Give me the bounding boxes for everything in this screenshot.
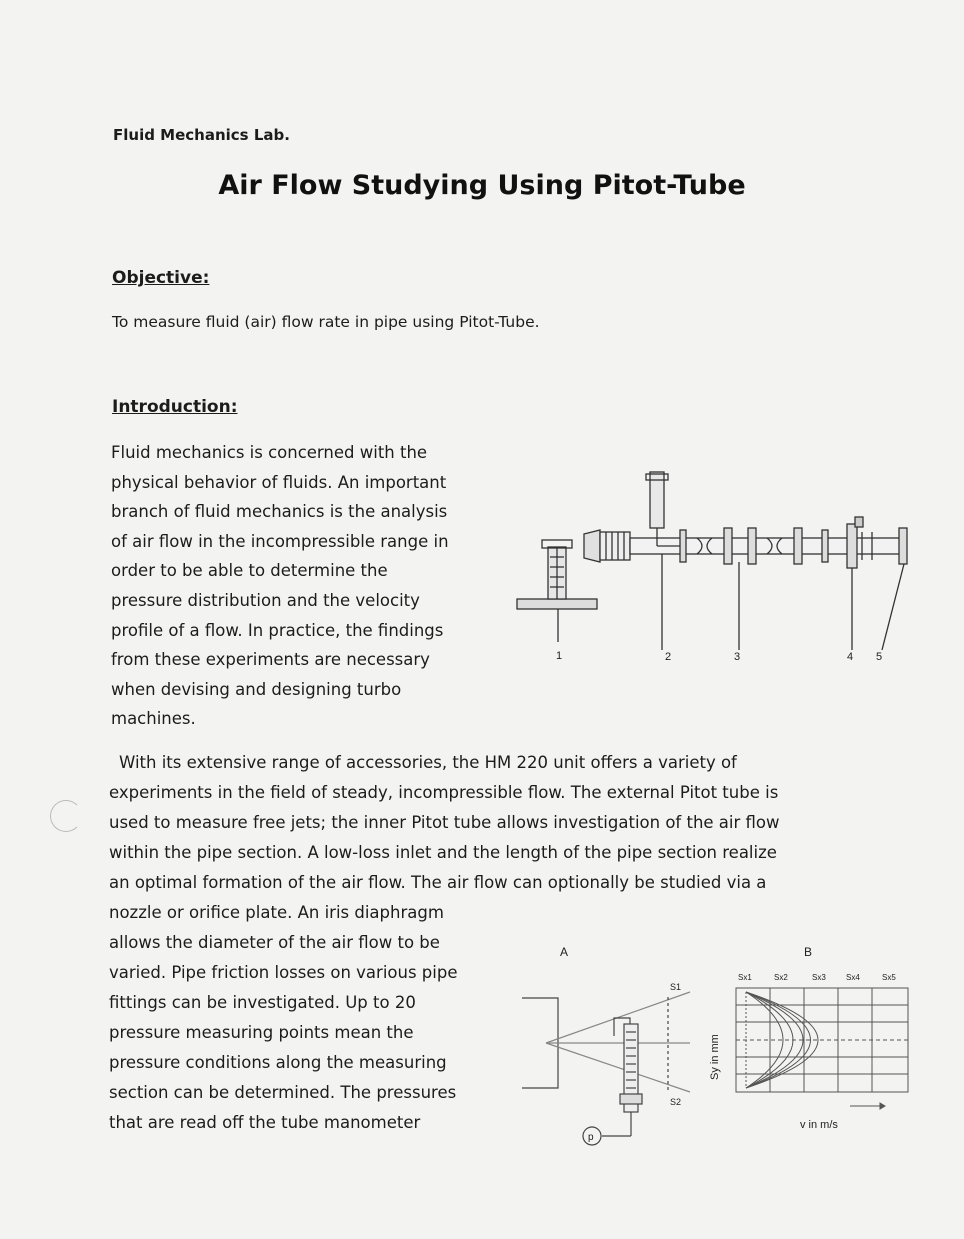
intro-line: when devising and designing turbo [111,679,402,699]
para-line: varied. Pipe friction losses on various pipe [109,963,458,982]
para-line: With its extensive range of accessories, the HM 220 unit offers a variety of [119,753,737,772]
apparatus-label-1: 1 [556,650,563,662]
para-line: used to measure free jets; the inner Pitot tube allows investigation of the air flow [109,813,780,832]
para-line: within the pipe section. A low-loss inlet and the length of the pipe section realize [109,843,777,862]
figure-a-label: A [560,945,569,959]
figure-b-section-1: Sx1 [738,973,752,982]
para-line: an optimal formation of the air flow. The air flow can optionally be studied via a [109,873,767,892]
lab-header: Fluid Mechanics Lab. [113,126,290,144]
intro-line: of air flow in the incompressible range in [111,531,449,551]
stand-base [517,599,597,609]
figure-b-velocity-profile [700,940,915,1140]
intro-line: profile of a flow. In practice, the findings [111,620,444,640]
figure-b-section-5: Sx5 [882,973,896,982]
objective-heading: Objective: [112,268,210,288]
para-line: nozzle or orifice plate. An iris diaphragm [109,903,444,922]
pipe-inlet [584,530,600,562]
para-line: pressure measuring points mean the [109,1023,414,1042]
intro-line: physical behavior of fluids. An important [111,472,447,492]
intro-line: pressure distribution and the velocity [111,590,420,610]
intro-line: order to be able to determine the [111,561,388,581]
page-title: Air Flow Studying Using Pitot-Tube [218,170,746,201]
para-line: section can be determined. The pressures [109,1083,457,1102]
figure-b-section-3: Sx3 [812,973,826,982]
figure-b-section-4: Sx4 [846,973,860,982]
figure-b-x-axis: v in m/s [800,1119,838,1131]
para-line: experiments in the field of steady, incompressible flow. The external Pitot tube is [109,783,779,802]
figure-b-label: B [804,945,813,959]
apparatus-label-4: 4 [847,651,854,663]
pressure-port-label: p [588,1132,594,1143]
introduction-paragraph [111,438,491,734]
figure-b-y-axis: Sy in mm [709,1034,721,1080]
apparatus-label-5: 5 [876,651,883,663]
apparatus-label-2: 2 [665,651,672,663]
figure-a-s2: S2 [670,1097,682,1107]
para-line: pressure conditions along the measuring [109,1053,447,1072]
objective-text: To measure fluid (air) flow rate in pipe using Pitot-Tube. [112,313,540,331]
intro-line: Fluid mechanics is concerned with the [111,443,428,462]
figure-b-section-2: Sx2 [774,973,788,982]
introduction-heading: Introduction: [112,397,238,417]
intro-line: machines. [111,709,196,729]
apparatus-figure [512,462,912,672]
para-line: fittings can be investigated. Up to 20 [109,993,416,1012]
apparatus-label-3: 3 [734,651,741,663]
intro-line: from these experiments are necessary [111,650,430,670]
figure-a-pitot-probe [518,942,698,1152]
intro-line: branch of fluid mechanics is the analysis [111,502,448,522]
para-line: that are read off the tube manometer [109,1113,421,1132]
para-line: allows the diameter of the air flow to be [109,933,440,952]
figure-a-s1: S1 [670,982,682,992]
scan-mark [50,800,82,832]
